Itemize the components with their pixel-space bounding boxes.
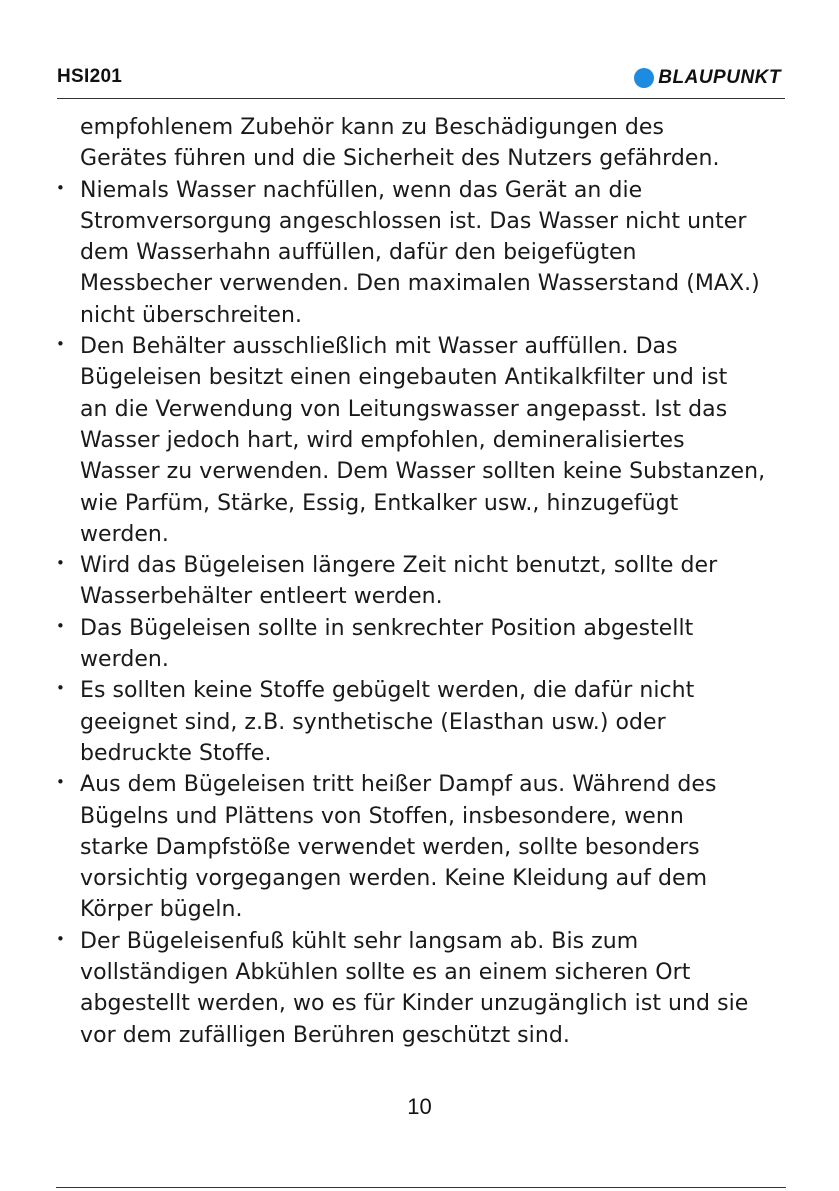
bullet-item xyxy=(56,613,788,676)
bullet-text xyxy=(56,613,788,676)
text-line: Das Bügeleisen sollte in senkrechter Position abgestellt xyxy=(80,615,694,641)
text-line: Stromversorgung angeschlossen ist. Das Wasser nicht unter xyxy=(80,208,747,234)
bullet-item xyxy=(56,926,788,1051)
footer-divider xyxy=(56,1187,786,1188)
bullet-icon: • xyxy=(56,616,65,635)
text-line: Aus dem Bügeleisen tritt heißer Dampf aus. Während des xyxy=(80,772,717,798)
text-line: dem Wasserhahn auffüllen, dafür den beigefügten xyxy=(80,240,637,266)
bullet-item xyxy=(56,550,788,613)
bullet-item xyxy=(56,175,788,331)
text-line: Den Behälter ausschließlich mit Wasser auffüllen. Das xyxy=(80,334,678,360)
text-line: geeignet sind, z.B. synthetische (Elasthan usw.) oder xyxy=(80,709,666,735)
text-line: Messbecher verwenden. Den maximalen Wasserstand (MAX.) xyxy=(80,271,760,297)
bullet-text xyxy=(56,331,788,550)
model-number: HSI201 xyxy=(57,66,123,87)
text-line: Es sollten keine Stoffe gebügelt werden, die dafür nicht xyxy=(80,678,695,704)
bullet-list xyxy=(56,175,788,1051)
text-line: werden. xyxy=(80,521,169,547)
text-line: Wasserbehälter entleert werden. xyxy=(80,584,443,610)
bullet-text xyxy=(56,175,788,331)
text-line: Gerätes führen und die Sicherheit des Nutzers gefährden. xyxy=(80,146,720,172)
page-header xyxy=(57,64,785,99)
text-line: vor dem zufälligen Berühren geschützt sind. xyxy=(80,1022,570,1048)
text-line: Wird das Bügeleisen längere Zeit nicht benutzt, sollte der xyxy=(80,553,718,579)
text-line: starke Dampfstöße verwendet werden, sollte besonders xyxy=(80,834,700,860)
text-line: Der Bügeleisenfuß kühlt sehr langsam ab. Bis zum xyxy=(80,928,639,954)
text-line: vollständigen Abkühlen sollte es an einem sicheren Ort xyxy=(80,960,691,986)
bullet-item xyxy=(56,331,788,550)
text-line: Bügelns und Plättens von Stoffen, insbesondere, wenn xyxy=(80,803,684,829)
text-line: nicht überschreiten. xyxy=(80,302,303,328)
bullet-text xyxy=(56,769,788,925)
text-line: empfohlenem Zubehör kann zu Beschädigungen des xyxy=(80,115,665,140)
bullet-icon: • xyxy=(56,773,65,792)
bullet-icon: • xyxy=(56,679,65,698)
bullet-icon: • xyxy=(56,178,65,197)
text-line: abgestellt werden, wo es für Kinder unzugänglich ist und sie xyxy=(80,991,749,1017)
bullet-icon: • xyxy=(56,335,65,354)
brand-dot-icon xyxy=(634,68,654,88)
continuation-paragraph xyxy=(56,112,788,175)
text-line: bedruckte Stoffe. xyxy=(80,740,272,766)
page-number: 10 xyxy=(407,1094,432,1119)
bullet-text xyxy=(56,926,788,1051)
text-line: werden. xyxy=(80,647,169,673)
text-line: Wasser zu verwenden. Dem Wasser sollten keine Substanzen, xyxy=(80,459,766,485)
bullet-icon: • xyxy=(56,929,65,948)
safety-instructions xyxy=(56,112,788,1051)
bullet-item xyxy=(56,769,788,925)
bullet-icon: • xyxy=(56,554,65,573)
text-line: vorsichtig vorgegangen werden. Keine Kleidung auf dem xyxy=(80,866,708,892)
text-line: an die Verwendung von Leitungswasser angepasst. Ist das xyxy=(80,396,728,422)
bullet-text xyxy=(56,675,788,769)
brand-name: BLAUPUNKT xyxy=(658,67,781,88)
brand-logo xyxy=(634,67,781,89)
text-line: Wasser jedoch hart, wird empfohlen, demineralisiertes xyxy=(80,427,685,453)
text-line: Körper bügeln. xyxy=(80,897,243,923)
bullet-item xyxy=(56,675,788,769)
text-line: wie Parfüm, Stärke, Essig, Entkalker usw., hinzugefügt xyxy=(80,490,679,516)
text-line: Niemals Wasser nachfüllen, wenn das Gerät an die xyxy=(80,177,643,203)
text-line: Bügeleisen besitzt einen eingebauten Antikalkfilter und ist xyxy=(80,365,728,391)
bullet-text xyxy=(56,550,788,613)
